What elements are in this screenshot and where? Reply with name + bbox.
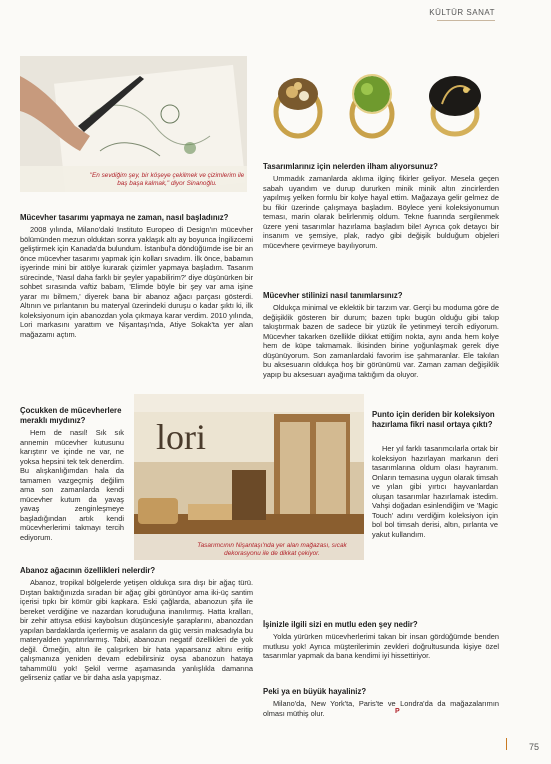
q7-body: Yolda yürürken mücevherlerimi takan bir insan gördüğümde benden mutlusu yok! Ayrıca müşterilerimin zevkleri doğrultusunda kişiye özel tasarımlar yapmak da bana kendimi iyi hissettiriyor. xyxy=(263,632,499,661)
q1-body: 2008 yılında, Milano'daki Instituto Europeo di Design'ın mücevher bölümünden mezun olduktan sonra yaklaşık altı ay boyunca İngilizcemi geliştirmek için Kanada'da bulundum. İstanbul'a döndüğümde ise bir an önce mücevher tasarımı yapmak için kolları sıvadım. İlk önce, babamın işyerinde mini bir atölye kurarak çizimler yapmaya başladım. Tasarım sürecinde, 'Nasıl daha farklı bir şeyler yapabilirim?' diye düşünürken bir sohbet sırasında vaftiz babam, 'Elimde böyle bir şey var ama işine yarar mı bilmem,' diyerek bana bir abanoz ağacı parçası gösterdi. Altının ve pırlantanın bu materyal üzerindeki duruşu o kadar şıktı ki, ilk koleksiyonum için abanozdan yola çıkmaya karar verdim. 2010 yılında, Lori markasını yarattım ve Nişantaşı'nda, Atiye Sokak'ta yer alan mağazamı açtım. xyxy=(20,225,253,340)
q7-heading: İşinizle ilgili sizi en mutlu eden şey nedir? xyxy=(263,620,418,629)
q2-heading: Çocukken de mücevherlere meraklı mıydınız? xyxy=(20,406,122,425)
ring-photo-2 xyxy=(337,64,407,144)
svg-text:lori: lori xyxy=(156,417,206,457)
q1-heading: Mücevher tasarımı yapmaya ne zaman, nasıl başladınız? xyxy=(20,213,229,222)
q3-heading: Abanoz ağacının özellikleri nelerdir? xyxy=(20,566,156,575)
ring-photo-1 xyxy=(264,64,332,144)
q5-heading: Mücevher stilinizi nasıl tanımlarsınız? xyxy=(263,291,403,300)
q8-body: Milano'da, New York'ta, Paris'te ve Londra'da da mağazalarımın olması müthiş olur. xyxy=(263,699,499,718)
q2-body: Hem de nasıl! Sık sık annemin mücevher kutusunu karıştırır ve içinde ne var, ne yoksa hepsini tek tek denerdim. Bu alışkanlığımdan hala da tamamen vazgeçmiş değilim ama son zamanlarda kendi mücevher kutum da yavaş yavaş zenginleşmeye başladığından artık kendi mücevherlerimi takmayı tercih ediyorum. xyxy=(20,428,124,543)
end-mark: P xyxy=(395,708,400,715)
caption-store: Tasarımcının Nişantaşı'nda yer alan mağazası, sıcak dekorasyonu ile de dikkat çekiyor. xyxy=(197,542,347,558)
q4-body: Ummadık zamanlarda aklıma ilginç fikirler geliyor. Mesela geçen sabah uyandım ve durup dururken minik minik altın zincirlerden yapılmış yelken formlu bir kolye hayal ettim. Mağazaya gelir gelmez de bu fikir üzerinde çalışmaya başladım. Böylece yeni koleksiyonumun teması, marin olarak belirlenmiş oldum. Tekne fuarında sergilenmek üzere yeni tasarımlar hazırlama başladım bile! Ayrıca çok detaycı bir insanım ve şemsiye, plak, radyo gibi değişik bulduğum objeleri mücevhere çevirmeye bayılıyorum. xyxy=(263,174,499,250)
q5-body: Oldukça minimal ve eklektik bir tarzım var. Gerçi bu moduma göre de değişiklik gösteren bir durum; bazen tıpkı bugün olduğu gibi takıp takıştırmak bazen de sadece bir yüzük ile yetinmeyi tercih ediyorum. Mücevher takarken özellikle dikkat ettiğim nokta, aynı anda hem kolye hem de küpe takmamak. İkisinden birine yoğunlaşmak gerek diye düşünüyorum. Son zamanlardaki favorim ise şahmaranlar. Ele takılan bu aksesuarın oldukça hoş bir görünümü var. Zaman zaman değişiklik yapıp bu aksesuarı ayağıma taktığım da oluyor. xyxy=(263,303,499,379)
section-label: KÜLTÜR SANAT xyxy=(429,8,495,17)
section-rule xyxy=(437,20,495,21)
q6-body: Her yıl farklı tasarımcılarla ortak bir koleksiyon hazırlayan markanın deri tasarımlarına oldum olası hayranım. Onların temasına uygun olarak timsah ve yılan gibi yırtıcı hayvanlardan oluşan tasarımlar hazırlamak istedim. Vahşi doğadan esinlendiğim ve 'Magic Touch' adını verdiğim koleksiyon için bol bol timsah derisi, altın, pırlanta ve yakut kullandım. xyxy=(372,444,498,539)
q3-body: Abanoz, tropikal bölgelerde yetişen oldukça sıra dışı bir ağaç türü. Dıştan baktığınızda sıradan bir ağaç gibi görünüyor ama iki-üç santim içerisi tıpkı bir kömür gibi kapkara. Eski çağlarda, abanozun şifa ile bereket verdiğine ve nazardan koruduğuna inanılırmış. Hatta kralları, bir zehir attıysa etkisi kaybolsun düşüncesiyle şaraplarını, abanozdan yapılan bardaklarda içerlermiş ve asaların da güç versin maksadıyla bu materyalden yaptırırlarmış. Tabii, abanozun negatif özellikleri de yok değil. Örneğin, altın ile çalışırken bir hata yaparsanız altını eritip çalışmanıza yeniden devam edebilirsiniz oysa abanozun hataya tahammülü yok! Şekil verme aşamasında yanlışlıkla damarına gelirseniz çatlar ve bir daha asla yapışmaz. xyxy=(20,578,253,683)
page-number-bar xyxy=(506,738,507,750)
q6-heading: Punto için deriden bir koleksiyon hazırlama fikri nasıl ortaya çıktı? xyxy=(372,410,495,429)
q4-heading: Tasarımlarınız için nelerden ilham alıyorsunuz? xyxy=(263,162,438,171)
store-photo xyxy=(134,394,364,560)
ring-photo-3 xyxy=(412,64,498,144)
caption-sketch: "En sevdiğim şey, bir köşeye çekilmek ve çizimlerim ile baş başa kalmak," diyor Sinanoğlu. xyxy=(89,172,245,188)
q8-heading: Peki ya en büyük hayaliniz? xyxy=(263,687,367,696)
page-number: 75 xyxy=(528,742,539,752)
